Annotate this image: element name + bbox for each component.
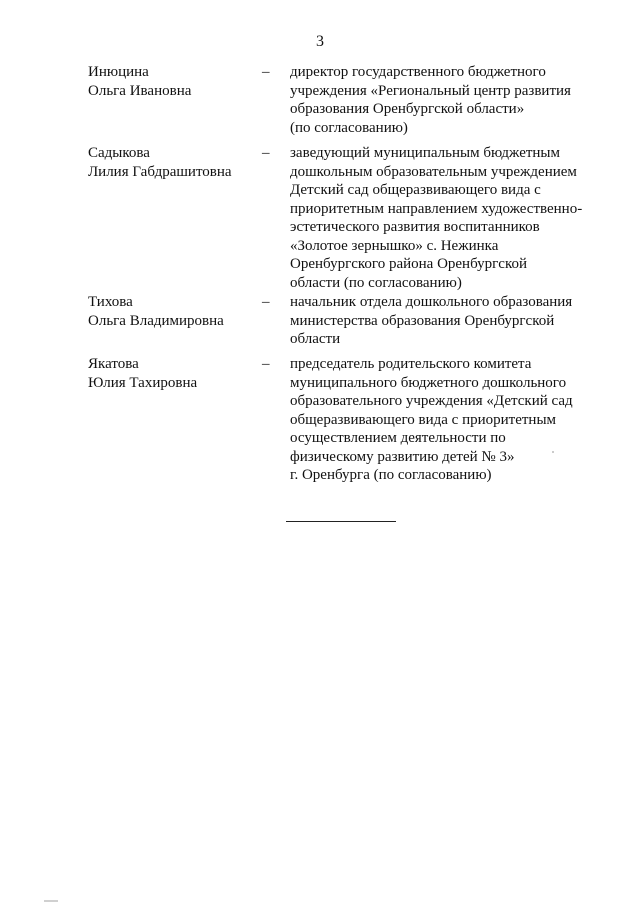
member-position [290,144,590,292]
position-line: председатель родительского комитета [290,356,532,372]
position-line: Детский сад общеразвивающего вида с [290,182,541,198]
position-line: дошкольным образовательным учреждением [290,163,577,180]
member-position [290,63,590,137]
position-line: области [290,331,341,347]
position-line: образовательного учреждения «Детский сад [290,393,573,409]
position-line: муниципального бюджетного дошкольного [290,374,567,391]
member-surname: Садыкова [88,145,150,161]
position-line: Оренбургского района Оренбургской [290,256,528,272]
member-name [88,293,258,330]
position-line: физическому развитию детей № 3» [290,448,515,465]
page-number: 3 [316,33,324,50]
member-given-names: Юлия Тахировна [88,374,198,391]
position-line: заведующий муниципальным бюджетным [290,145,561,161]
position-line: министерства образования Оренбургской [290,312,555,329]
member-position [290,355,590,485]
member-name [88,63,258,100]
member-given-names: Ольга Владимировна [88,312,224,329]
position-line: директор государственного бюджетного [290,64,546,80]
scan-speck [552,451,554,453]
member-given-names: Ольга Ивановна [88,82,192,99]
position-line: приоритетным направлением художественно- [290,200,583,217]
member-surname: Инюцина [88,64,149,80]
position-line: г. Оренбурга (по согласованию) [290,467,492,483]
member-surname: Тихова [88,294,133,310]
position-line: общеразвивающего вида с приоритетным [290,411,557,428]
member-position [290,293,590,349]
position-line: эстетического развития воспитанников [290,219,540,235]
position-line: учреждения «Региональный центр развития [290,82,571,99]
member-surname: Якатова [88,356,139,372]
position-line: области (по согласованию) [290,274,462,291]
position-line: осуществлением деятельности по [290,430,506,446]
member-name [88,355,258,392]
separator-dash: – [262,294,270,310]
scan-corner-mark [44,900,58,902]
position-line: образования Оренбургской области» [290,101,525,117]
separator-dash: – [262,145,270,161]
closing-rule [286,521,396,522]
member-given-names: Лилия Габдрашитовна [88,163,232,180]
separator-dash: – [262,64,270,80]
member-name [88,144,258,181]
position-line: «Золотое зернышко» с. Нежинка [290,237,499,254]
position-line: начальник отдела дошкольного образования [290,294,573,310]
position-line: (по согласованию) [290,119,408,136]
separator-dash: – [262,356,270,372]
